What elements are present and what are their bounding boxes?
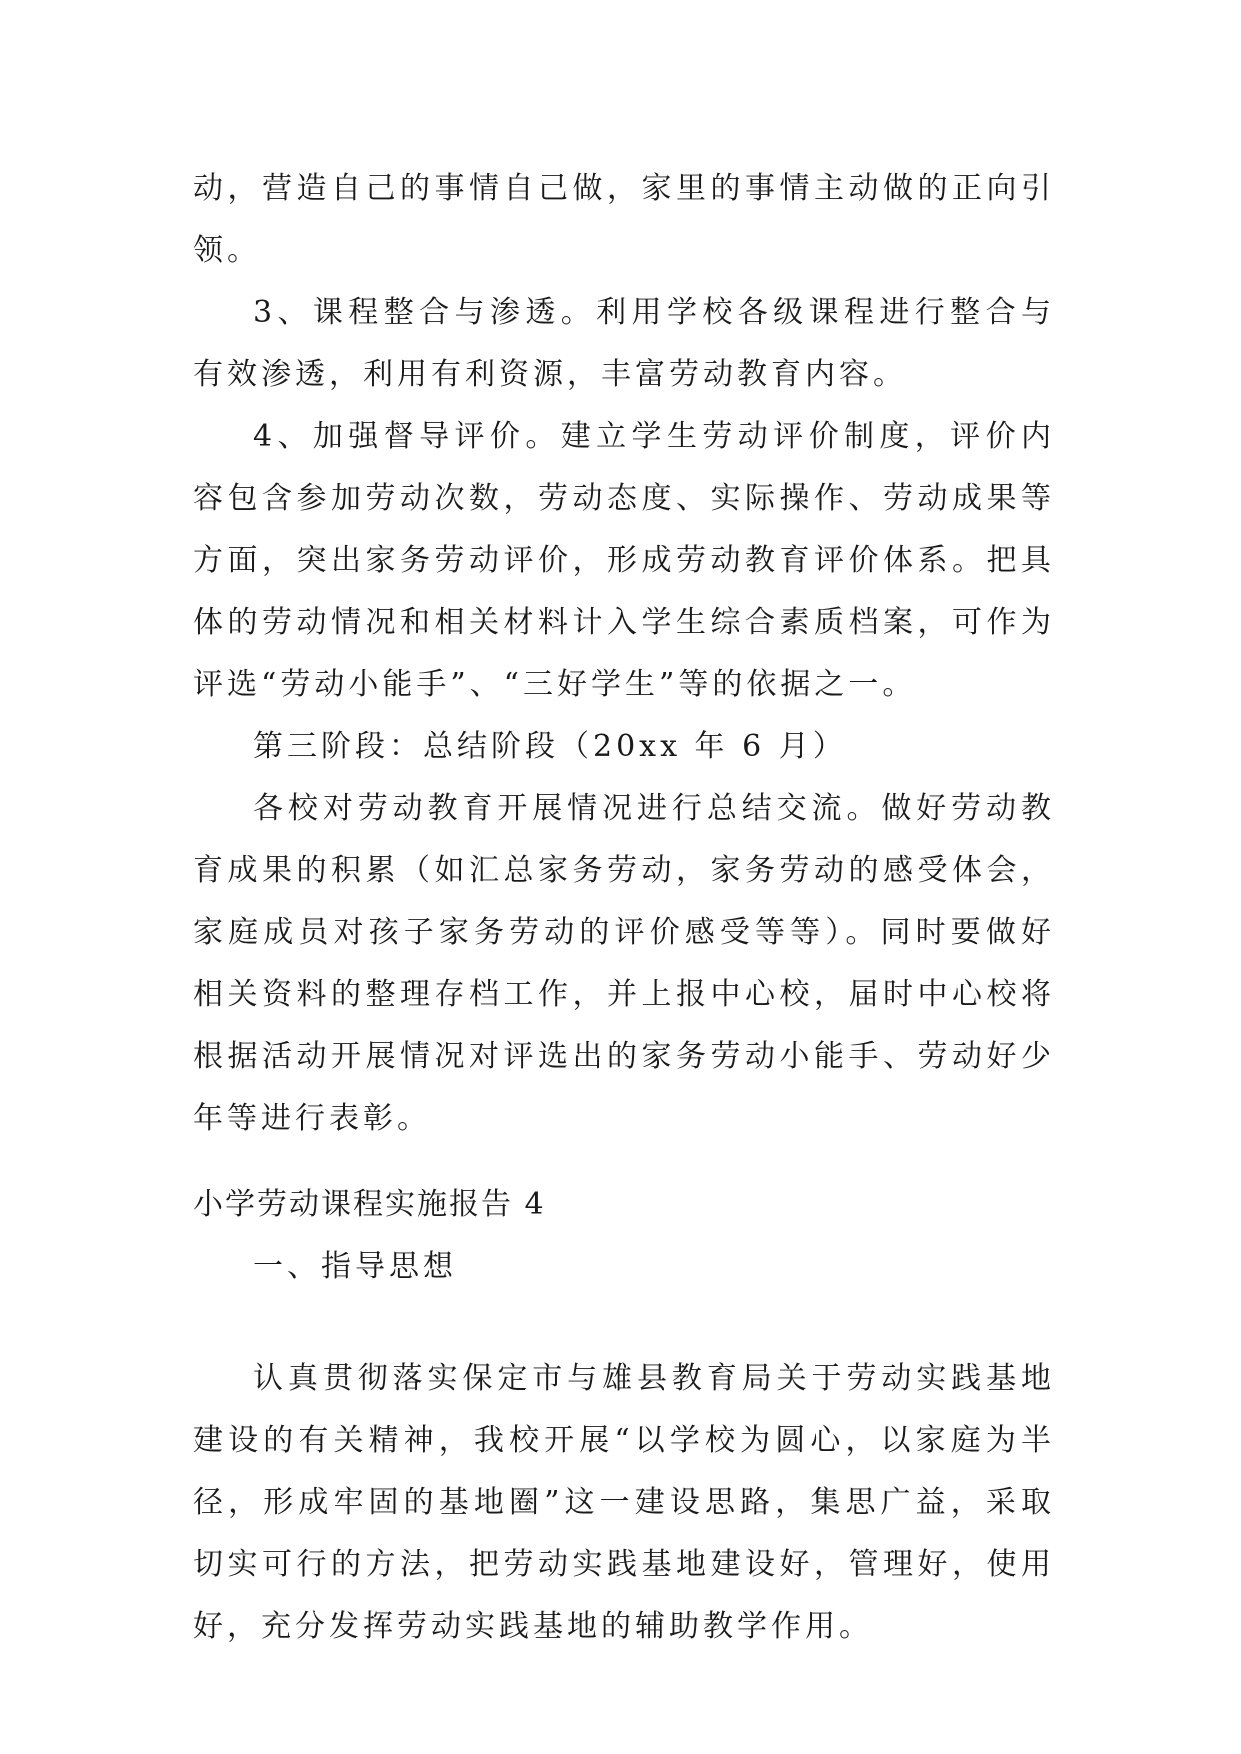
section-heading: 一、指导思想	[253, 1249, 457, 1284]
spacer	[193, 1298, 1055, 1348]
spacer	[193, 1150, 1055, 1174]
paragraph-guiding-thought: 认真贯彻落实保定市与雄县教育局关于劳动实践基地建设的有关精神，我校开展“以学校为圆心，以家庭为半径，形成牢固的基地圈”这一建设思路，集思广益，采取切实可行的方法，把劳动实践基地建设好，管理好，使用好，充分发挥劳动实践基地的辅助教学作用。	[193, 1361, 1055, 1644]
document-body	[193, 158, 1055, 1658]
paragraph-continuation: 动，营造自己的事情自己做，家里的事情主动做的正向引领。	[193, 171, 1055, 268]
section-title: 小学劳动课程实施报告 4	[193, 1187, 546, 1222]
paragraph-evaluation: 4、加强督导评价。建立学生劳动评价制度，评价内容包含参加劳动次数，劳动态度、实际操作、劳动成果等方面，突出家务劳动评价，形成劳动教育评价体系。把具体的劳动情况和相关材料计入学生综合素质档案，可作为评选“劳动小能手”、“三好学生”等的依据之一。	[193, 419, 1055, 702]
paragraph-stage-three: 第三阶段：总结阶段（20xx 年 6 月）	[253, 729, 847, 764]
paragraph-summary: 各校对劳动教育开展情况进行总结交流。做好劳动教育成果的积累（如汇总家务劳动，家务劳动的感受体会，家庭成员对孩子家务劳动的评价感受等等）。同时要做好相关资料的整理存档工作，并上报中心校，届时中心校将根据活动开展情况对评选出的家务劳动小能手、劳动好少年等进行表彰。	[193, 791, 1055, 1136]
paragraph-course-integration: 3、课程整合与渗透。利用学校各级课程进行整合与有效渗透，利用有利资源，丰富劳动教育内容。	[193, 295, 1055, 392]
